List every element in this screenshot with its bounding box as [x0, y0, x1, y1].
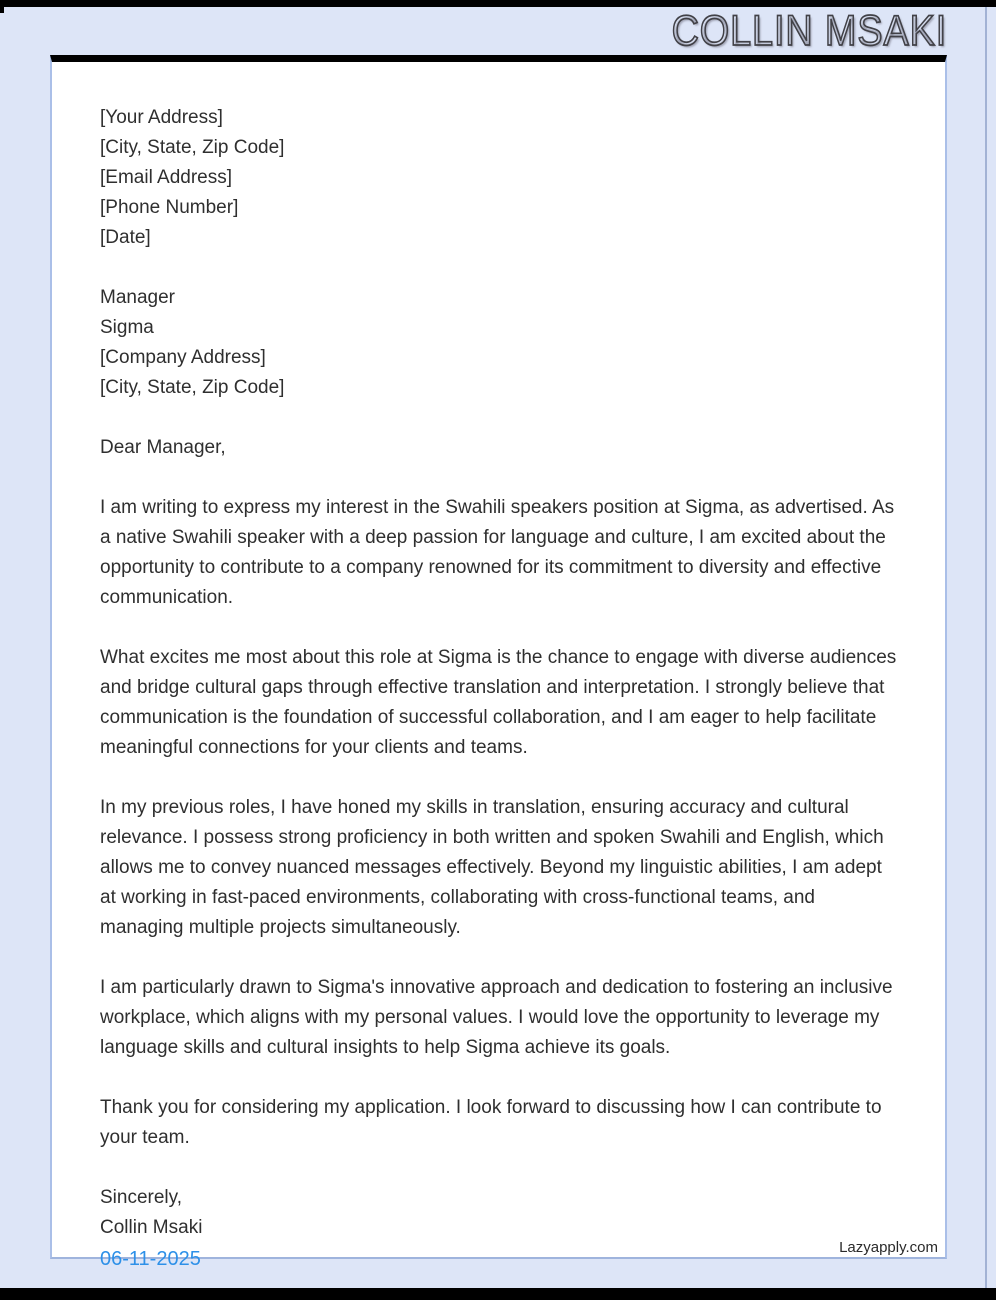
date-stamp: 06-11-2025: [100, 1248, 201, 1270]
recipient-line: Manager: [100, 287, 175, 308]
letter-page: [50, 55, 947, 1259]
recipient-address-block: [100, 283, 897, 403]
body-paragraph: I am particularly drawn to Sigma's innovative approach and dedication to fostering an inclusive workplace, which aligns with my personal values. I would love the opportunity to leverage my language skills and cultural insights to help Sigma achieve its goals.: [100, 977, 893, 1058]
watermark: Lazyapply.com: [839, 1239, 938, 1256]
signature-name: Collin Msaki: [100, 1217, 203, 1238]
body-paragraph: What excites me most about this role at Sigma is the chance to engage with diverse audiences and bridge cultural gaps through effective translation and interpretation. I strongly believe that communication is the foundation of successful collaboration, and I am eager to help facilitate meaningful connections for your clients and teams.: [100, 647, 897, 758]
body-paragraph: In my previous roles, I have honed my skills in translation, ensuring accuracy and cultural relevance. I possess strong proficiency in both written and spoken Swahili and English, which allows me to convey nuanced messages effectively. Beyond my linguistic abilities, I am adept at working in fast-paced environments, collaborating with cross-functional teams, and managing multiple projects simultaneously.: [100, 797, 884, 938]
body-paragraph: I am writing to express my interest in the Swahili speakers position at Sigma, as advertised. As a native Swahili speaker with a deep passion for language and culture, I am excited about the opportunity to contribute to a company renowned for its commitment to diversity and effective communication.: [100, 497, 895, 608]
salutation: Dear Manager,: [100, 437, 226, 458]
header: [50, 8, 947, 55]
closing-phrase: Sincerely,: [100, 1187, 183, 1208]
recipient-line: Sigma: [100, 317, 154, 338]
sender-address-line: [Phone Number]: [100, 197, 239, 218]
bottom-black-bar: [0, 1288, 996, 1300]
applicant-name: COLLIN MSAKI: [671, 7, 947, 55]
top-black-bar: [0, 0, 996, 7]
sender-address-line: [City, State, Zip Code]: [100, 137, 285, 158]
top-bar-left-notch: [0, 7, 4, 13]
right-window-edge: [985, 7, 987, 1288]
sender-address-block: [100, 103, 897, 253]
closing-block: [100, 1183, 897, 1243]
recipient-line: [Company Address]: [100, 347, 266, 368]
body-paragraph: Thank you for considering my application. I look forward to discussing how I can contribute to your team.: [100, 1097, 882, 1148]
letter-content: [52, 62, 945, 1243]
sender-address-line: [Your Address]: [100, 107, 223, 128]
recipient-line: [City, State, Zip Code]: [100, 377, 285, 398]
sender-address-line: [Email Address]: [100, 167, 232, 188]
sender-address-line: [Date]: [100, 227, 151, 248]
